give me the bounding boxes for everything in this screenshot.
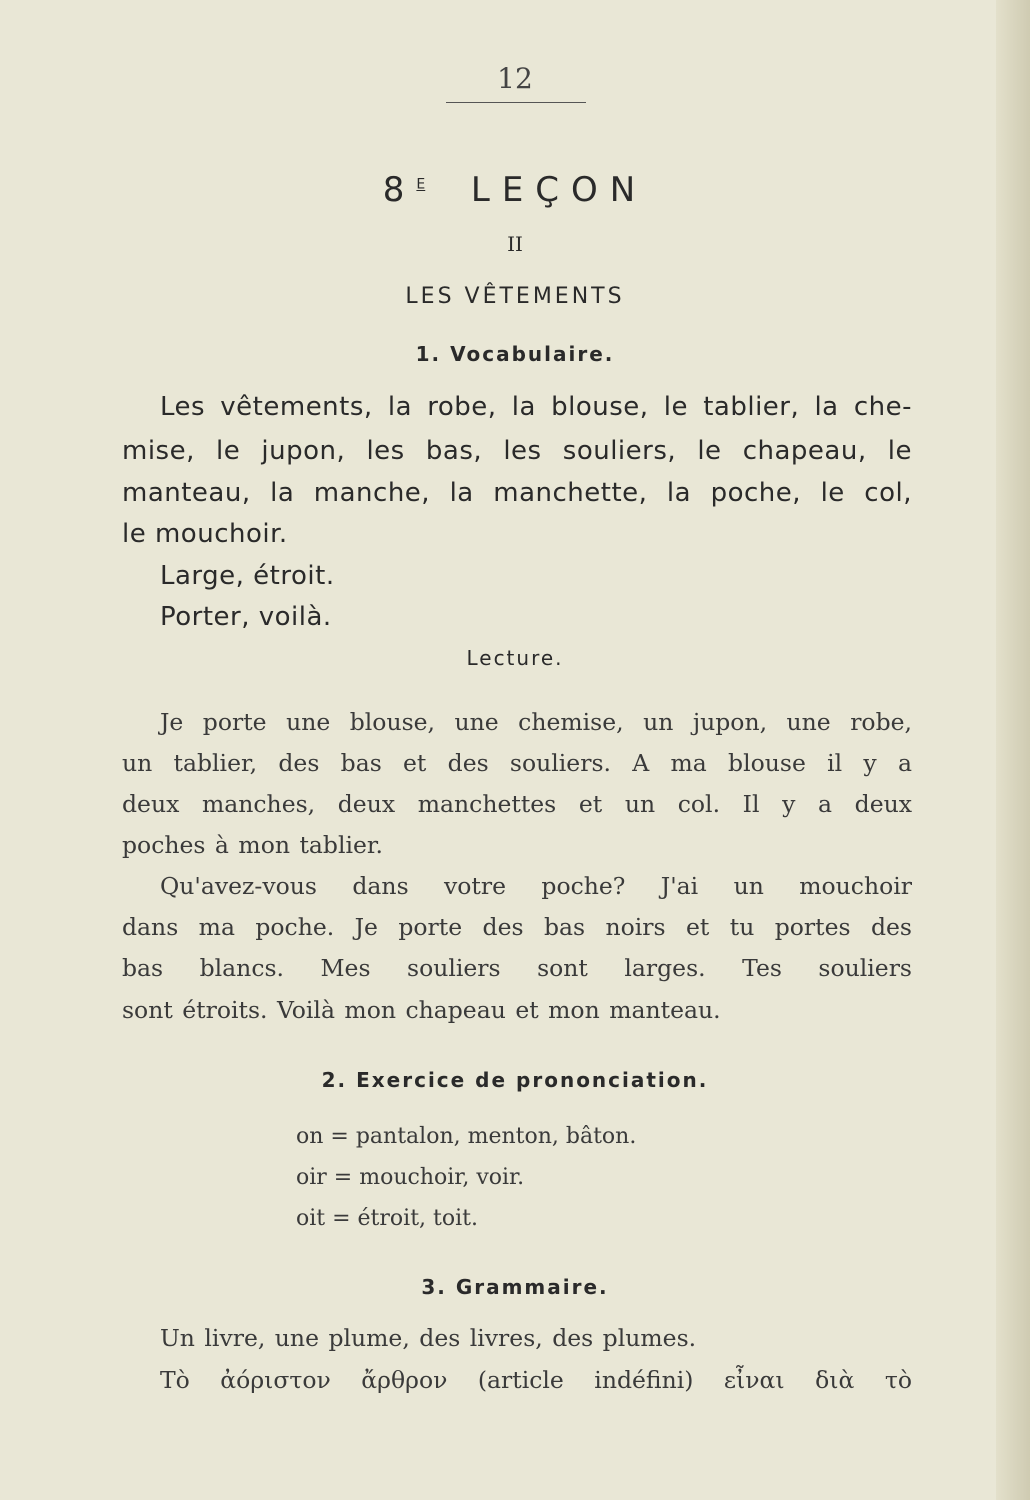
vocabulary-line: Les vêtements, la robe, la blouse, le tablier, la che-: [160, 392, 912, 422]
pronunciation-heading: 2. Exercice de prononciation.: [321, 1068, 709, 1092]
lesson-ordinal-suffix: E: [416, 176, 426, 193]
vocabulary-adjectives: Large, étroit.: [160, 561, 335, 591]
vocabulary-heading: 1. Vocabulaire.: [415, 342, 615, 366]
lesson-word: LEÇON: [470, 170, 648, 210]
lecture-line: sont étroits. Voilà mon chapeau et mon manteau.: [122, 996, 721, 1024]
lecture-heading: Lecture.: [466, 646, 564, 670]
pronunciation-row: oir = mouchoir, voir.: [296, 1165, 525, 1190]
lecture-line: Je porte une blouse, une chemise, un jupon, une robe,: [160, 708, 912, 736]
lecture-line: dans ma poche. Je porte des bas noirs et tu portes des: [122, 913, 912, 941]
vocabulary-line: mise, le jupon, les bas, les souliers, le chapeau, le: [122, 436, 912, 466]
vocabulary-line: manteau, la manche, la manchette, la poche, le col,: [122, 478, 912, 508]
lecture-line: un tablier, des bas et des souliers. A ma blouse il y a: [122, 749, 912, 777]
grammar-line: Un livre, une plume, des livres, des plumes.: [160, 1324, 697, 1352]
page-number: 12: [497, 62, 533, 95]
pronunciation-row: oit = étroit, toit.: [296, 1206, 478, 1231]
grammar-line: Τὸ ἀόριστον ἄρθρον (article indéfini) εἶναι διὰ τὸ: [160, 1366, 912, 1394]
lecture-line: bas blancs. Mes souliers sont larges. Tes souliers: [122, 954, 912, 982]
lesson-number: 8: [382, 170, 417, 210]
page-number-rule: [446, 102, 586, 103]
vocabulary-verbs: Porter, voilà.: [160, 602, 332, 632]
grammar-heading: 3. Grammaire.: [421, 1275, 609, 1299]
lecture-line: deux manches, deux manchettes et un col. Il y a deux: [122, 790, 912, 818]
vocabulary-line: le mouchoir.: [122, 519, 288, 549]
lecture-line: poches à mon tablier.: [122, 831, 384, 859]
pronunciation-row: on = pantalon, menton, bâton.: [296, 1124, 637, 1149]
lesson-title: [0, 170, 1030, 210]
lesson-subtitle: II: [507, 232, 523, 256]
lesson-topic: LES VÊTEMENTS: [405, 284, 625, 309]
lecture-line: Qu'avez-vous dans votre poche? J'ai un mouchoir: [160, 872, 912, 900]
